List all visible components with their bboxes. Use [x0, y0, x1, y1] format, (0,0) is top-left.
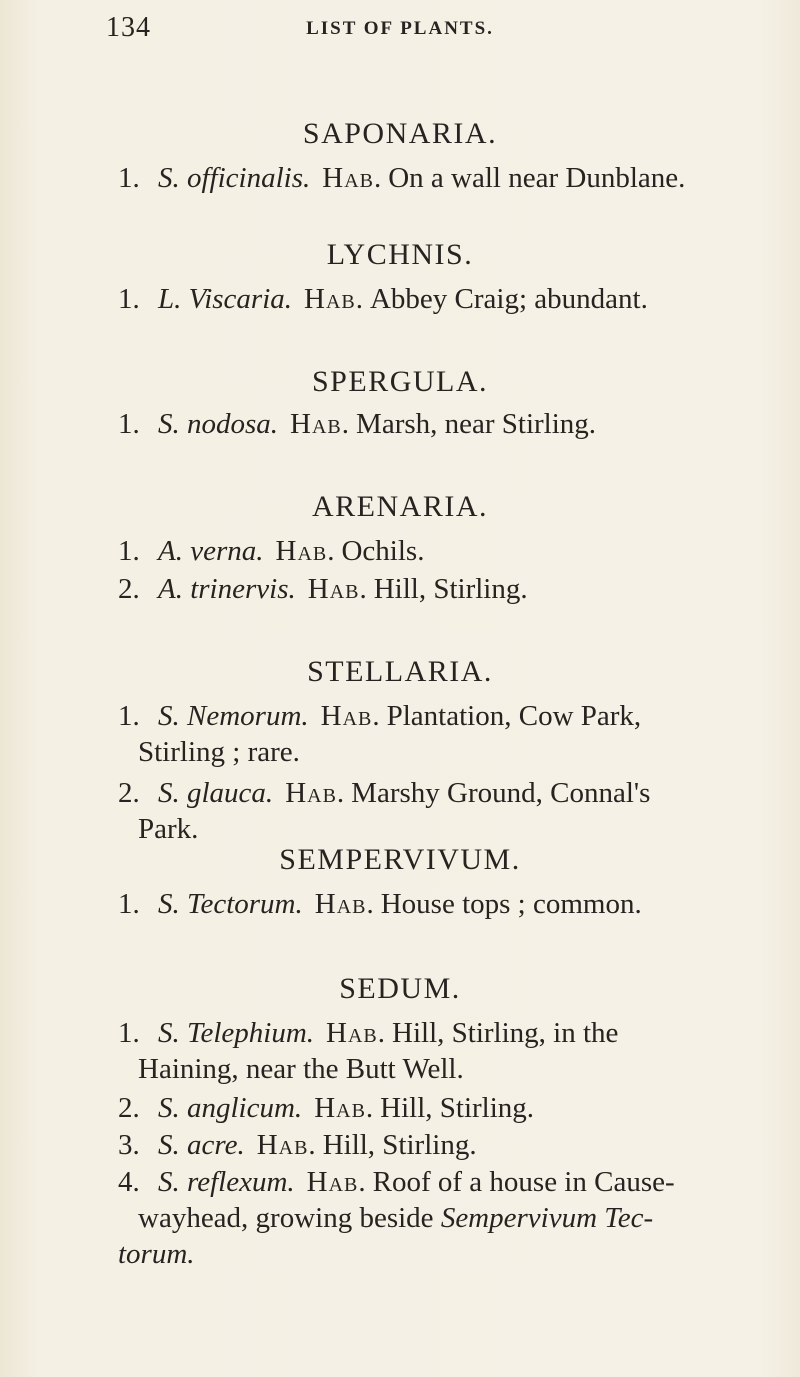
habitat-label: Hab. [306, 1166, 367, 1198]
entry-number: 2. [118, 1092, 140, 1124]
page-header [0, 10, 800, 50]
habitat-label: Hab. [304, 283, 364, 315]
habitat-text: Roof of a house in Cause- [372, 1166, 675, 1198]
species-entry [118, 406, 748, 442]
species-entry [118, 281, 748, 317]
habitat-continuation: Park. [138, 813, 199, 845]
habitat-label: Hab. [290, 408, 351, 440]
habitat-text: Hill, Stirling, in the [392, 1017, 619, 1049]
species-name: S. officinalis. [158, 162, 311, 194]
genus-heading-saponaria: SAPONARIA. [302, 117, 498, 150]
genus-heading-stellaria: STELLARIA. [307, 655, 493, 688]
species-entry [118, 1127, 748, 1163]
entry-number: 2. [118, 777, 140, 809]
species-name: S. acre. [158, 1129, 245, 1161]
species-name: S. reflexum. [158, 1166, 295, 1198]
habitat-continuation [118, 1200, 748, 1236]
species-entry [118, 775, 748, 847]
species-entry [118, 1090, 748, 1126]
species-entry [118, 1164, 748, 1272]
habitat-text: Hill, Stirling. [380, 1092, 535, 1124]
species-entry [118, 533, 748, 569]
entry-number: 4. [118, 1166, 140, 1198]
habitat-continuation-text: wayhead, growing beside [138, 1202, 434, 1234]
habitat-text: Abbey Craig; abundant. [369, 283, 648, 315]
species-name: A. verna. [158, 535, 264, 567]
species-name: S. Telephium. [158, 1017, 315, 1049]
habitat-text: Ochils. [341, 535, 425, 567]
species-name: S. anglicum. [158, 1092, 303, 1124]
habitat-text: Marsh, near Stirling. [356, 408, 597, 440]
habitat-label: Hab. [326, 1017, 387, 1049]
species-entry [118, 886, 748, 922]
entry-number: 2. [118, 573, 140, 605]
genus-heading-sedum: SEDUM. [339, 972, 461, 1005]
habitat-text: House tops ; common. [380, 888, 642, 920]
genus-heading-spergula: SPERGULA. [311, 365, 489, 398]
species-name: L. Viscaria. [158, 283, 292, 315]
species-entry [118, 160, 748, 196]
habitat-label: Hab. [307, 573, 368, 605]
genus-heading-sempervivum: SEMPERVIVUM. [279, 843, 521, 876]
species-entry [118, 698, 748, 770]
habitat-text: Hill, Stirling. [373, 573, 528, 605]
page-number: 134 [106, 12, 151, 43]
entry-number: 1. [118, 1017, 140, 1049]
running-title: LIST OF PLANTS. [306, 18, 494, 39]
entry-number: 1. [118, 700, 140, 732]
habitat-label: Hab. [256, 1129, 317, 1161]
entry-number: 1. [118, 162, 140, 194]
species-name: A. trinervis. [158, 573, 296, 605]
habitat-continuation: Haining, near the Butt Well. [138, 1053, 464, 1085]
habitat-text: Marshy Ground, Connal's [351, 777, 651, 809]
species-entry [118, 571, 748, 607]
cross-reference-species-end: torum. [118, 1238, 195, 1270]
species-name: S. glauca. [158, 777, 274, 809]
species-name: S. nodosa. [158, 408, 279, 440]
habitat-text: Hill, Stirling. [322, 1129, 477, 1161]
cross-reference-species: Sempervivum Tec- [440, 1202, 654, 1234]
habitat-label: Hab. [322, 162, 383, 194]
habitat-label: Hab. [285, 777, 346, 809]
entry-number: 1. [118, 408, 140, 440]
entry-number: 3. [118, 1129, 140, 1161]
habitat-text: Plantation, Cow Park, [386, 700, 642, 732]
habitat-label: Hab. [314, 888, 375, 920]
species-name: S. Nemorum. [158, 700, 309, 732]
species-name: S. Tectorum. [158, 888, 303, 920]
species-entry [118, 1015, 748, 1087]
entry-number: 1. [118, 535, 140, 567]
habitat-label: Hab. [275, 535, 336, 567]
entry-number: 1. [118, 283, 140, 315]
habitat-label: Hab. [314, 1092, 375, 1124]
habitat-continuation: Stirling ; rare. [138, 736, 300, 768]
habitat-label: Hab. [320, 700, 381, 732]
entry-number: 1. [118, 888, 140, 920]
genus-heading-lychnis: LYCHNIS. [326, 238, 474, 271]
habitat-text: On a wall near Dunblane. [388, 162, 686, 194]
genus-heading-arenaria: ARENARIA. [312, 490, 488, 523]
